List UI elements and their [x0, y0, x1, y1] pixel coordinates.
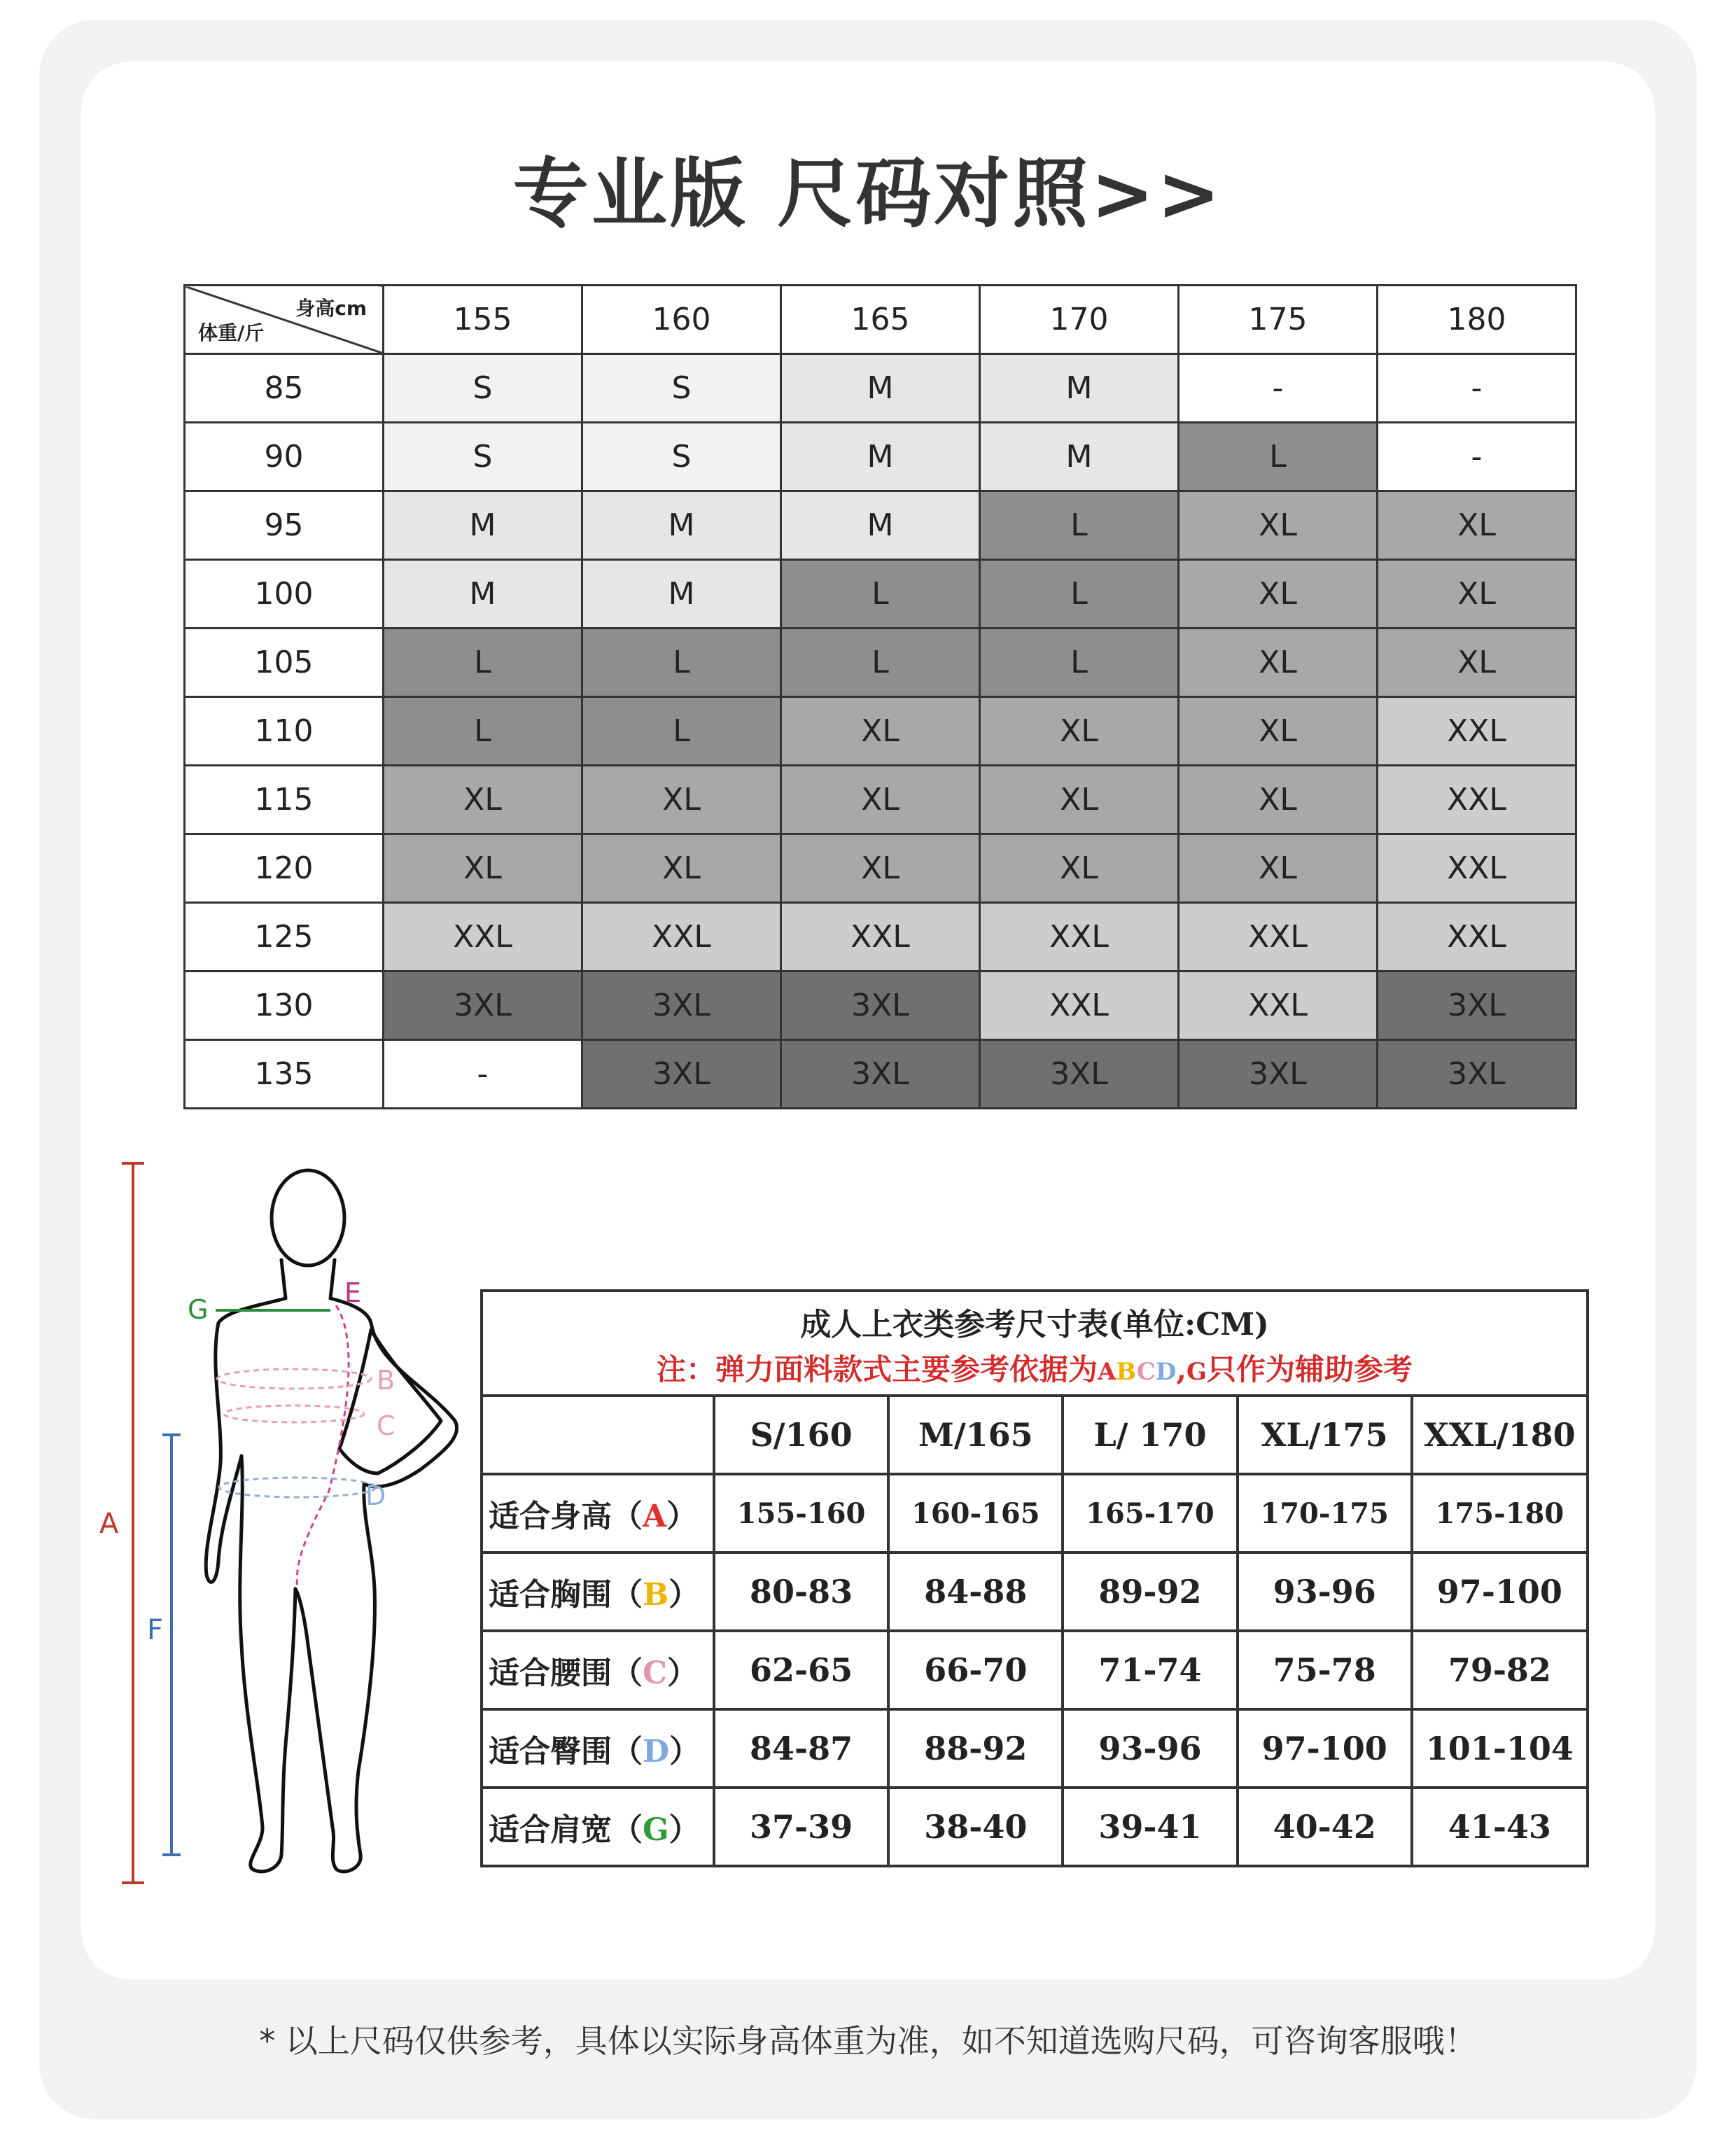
ref-row-label-close: ）: [669, 1734, 701, 1769]
weight-cell: 105: [185, 629, 384, 697]
ref-value-cell: 84-88: [888, 1552, 1063, 1631]
label-c: C: [377, 1410, 396, 1441]
label-g: G: [188, 1294, 209, 1325]
weight-cell: 95: [185, 491, 384, 560]
size-cell: -: [1378, 423, 1576, 491]
size-row: [185, 834, 1576, 903]
ref-row-label: [483, 1631, 714, 1709]
weight-cell: 135: [185, 1040, 384, 1109]
size-row: [185, 972, 1576, 1040]
size-cell: 3XL: [582, 972, 781, 1040]
ref-value-cell: 62-65: [714, 1631, 888, 1709]
ref-row-letter: A: [643, 1499, 667, 1534]
height-header-cell: 175: [1179, 286, 1378, 354]
height-axis-label: 身高cm: [295, 297, 367, 320]
size-chart-table: [183, 284, 1577, 1109]
size-row: [185, 560, 1576, 629]
ref-value-cell: 97-100: [1238, 1709, 1412, 1788]
size-cell: L: [781, 560, 980, 629]
label-e: E: [344, 1277, 362, 1308]
size-cell: L: [1179, 423, 1378, 491]
weight-cell: 90: [185, 423, 384, 491]
note-letter: A: [1098, 1358, 1116, 1386]
size-cell: 3XL: [1378, 972, 1576, 1040]
weight-cell: 125: [185, 903, 384, 972]
size-cell: XXL: [1378, 697, 1576, 766]
size-cell: XL: [1179, 629, 1378, 697]
size-cell: L: [582, 629, 781, 697]
ref-row-letter: D: [643, 1734, 670, 1769]
height-header-cell: 170: [980, 286, 1179, 354]
size-cell: M: [582, 560, 781, 629]
ref-row: [483, 1709, 1586, 1788]
size-cell: L: [781, 629, 980, 697]
label-a: A: [99, 1508, 119, 1540]
size-cell: M: [781, 354, 980, 423]
size-cell: XXL: [1378, 903, 1576, 972]
size-cell: XXL: [781, 903, 980, 972]
ref-row-label-close: ）: [668, 1812, 700, 1848]
size-cell: XL: [384, 834, 582, 903]
size-row: [185, 903, 1576, 972]
size-cell: 3XL: [781, 1040, 980, 1109]
size-cell: -: [1378, 354, 1576, 423]
ref-value-cell: 93-96: [1238, 1552, 1412, 1631]
size-header-row: [185, 286, 1576, 354]
weight-axis-label: 体重/斤: [198, 321, 265, 344]
ref-value-cell: 101-104: [1412, 1709, 1586, 1788]
weight-cell: 120: [185, 834, 384, 903]
size-cell: S: [384, 354, 582, 423]
ref-value-cell: 75-78: [1238, 1631, 1412, 1709]
ref-row-label-text: 适合腰围（: [489, 1655, 643, 1691]
ref-column-header: XXL/180: [1412, 1397, 1586, 1474]
note-prefix: 注：弹力面料款式主要参考依据为: [656, 1352, 1098, 1387]
weight-cell: 115: [185, 766, 384, 834]
size-row: [185, 491, 1576, 560]
weight-cell: 85: [185, 354, 384, 423]
measure-line-f: [162, 1435, 181, 1855]
page-title: 专业版 尺码对照>>: [512, 150, 1224, 238]
size-cell: L: [384, 697, 582, 766]
measure-line-a: [122, 1163, 144, 1883]
size-cell: XL: [980, 766, 1179, 834]
size-cell: -: [384, 1040, 582, 1109]
note-letter: B: [1116, 1358, 1137, 1386]
ref-row-label: [483, 1709, 714, 1788]
size-row: [185, 1040, 1576, 1109]
ref-column-header: L/ 170: [1063, 1397, 1237, 1474]
ref-row-letter: G: [643, 1812, 669, 1848]
size-cell: XL: [781, 766, 980, 834]
size-cell: XL: [781, 697, 980, 766]
size-row: [185, 766, 1576, 834]
height-header-cell: 165: [781, 286, 980, 354]
weight-cell: 100: [185, 560, 384, 629]
size-cell: XXL: [582, 903, 781, 972]
size-cell: L: [582, 697, 781, 766]
size-cell: XL: [781, 834, 980, 903]
body-measurement-figure: [98, 1155, 490, 1897]
ref-header-row: [483, 1397, 1586, 1474]
size-cell: M: [781, 423, 980, 491]
ref-row-label-text: 适合身高（: [489, 1499, 643, 1534]
ref-value-cell: 89-92: [1063, 1552, 1237, 1631]
ref-value-cell: 38-40: [888, 1788, 1063, 1865]
size-cell: XXL: [1179, 903, 1378, 972]
ref-value-cell: 155-160: [714, 1474, 888, 1552]
size-cell: 3XL: [582, 1040, 781, 1109]
size-cell: XL: [980, 697, 1179, 766]
size-cell: XXL: [980, 972, 1179, 1040]
ref-row-letter: B: [643, 1577, 669, 1613]
size-cell: XXL: [1378, 834, 1576, 903]
ref-value-cell: 84-87: [714, 1709, 888, 1788]
size-cell: M: [781, 491, 980, 560]
weight-cell: 130: [185, 972, 384, 1040]
weight-cell: 110: [185, 697, 384, 766]
ref-row-label: [483, 1788, 714, 1865]
reference-table-title: 成人上衣类参考尺寸表(单位:CM): [800, 1307, 1269, 1342]
size-cell: XL: [1179, 834, 1378, 903]
ref-column-header: M/165: [888, 1397, 1063, 1474]
size-cell: 3XL: [980, 1040, 1179, 1109]
ref-row-label-text: 适合肩宽（: [489, 1812, 643, 1848]
size-row: [185, 629, 1576, 697]
height-header-cell: 160: [582, 286, 781, 354]
ref-value-cell: 165-170: [1063, 1474, 1237, 1552]
reference-table-note: [483, 1347, 1586, 1389]
ref-row-label-text: 适合胸围（: [489, 1577, 643, 1613]
size-cell: M: [384, 560, 582, 629]
size-cell: M: [582, 491, 781, 560]
size-cell: XL: [1378, 491, 1576, 560]
size-cell: XL: [582, 766, 781, 834]
size-cell: 3XL: [1179, 1040, 1378, 1109]
reference-table-header: [483, 1292, 1586, 1397]
ref-column-header: XL/175: [1238, 1397, 1412, 1474]
size-cell: M: [384, 491, 582, 560]
ref-row-label-text: 适合臀围（: [489, 1734, 643, 1769]
ref-value-cell: 40-42: [1238, 1788, 1412, 1865]
ref-value-cell: 66-70: [888, 1631, 1063, 1709]
ref-value-cell: 71-74: [1063, 1631, 1237, 1709]
height-header-cell: 180: [1378, 286, 1576, 354]
size-cell: L: [980, 560, 1179, 629]
ref-row-letter: C: [643, 1655, 668, 1691]
footnote: * 以上尺码仅供参考，具体以实际身高体重为准，如不知道选购尺码，可咨询客服哦！: [259, 2022, 1477, 2060]
size-cell: XXL: [1378, 766, 1576, 834]
size-cell: XXL: [384, 903, 582, 972]
size-cell: L: [980, 491, 1179, 560]
ref-value-cell: 97-100: [1412, 1552, 1586, 1631]
label-f: F: [147, 1614, 164, 1646]
size-cell: L: [980, 629, 1179, 697]
ref-header-blank: [483, 1397, 714, 1474]
ref-row-label-close: ）: [668, 1577, 700, 1613]
note-g: G: [1186, 1358, 1207, 1386]
size-cell: XXL: [980, 903, 1179, 972]
label-d: D: [365, 1480, 386, 1511]
size-row: [185, 354, 1576, 423]
ref-value-cell: 88-92: [888, 1709, 1063, 1788]
note-suffix: 只作为辅助参考: [1206, 1352, 1413, 1387]
body-outline: [206, 1170, 456, 1872]
size-cell: XL: [1179, 491, 1378, 560]
ref-row-label-close: ）: [666, 1499, 698, 1534]
ref-row-label: [483, 1474, 714, 1552]
size-row: [185, 423, 1576, 491]
ref-value-cell: 79-82: [1412, 1631, 1586, 1709]
size-cell: -: [1179, 354, 1378, 423]
ref-value-cell: 93-96: [1063, 1709, 1237, 1788]
ref-value-cell: 170-175: [1238, 1474, 1412, 1552]
size-cell: XXL: [1179, 972, 1378, 1040]
size-row: [185, 697, 1576, 766]
note-letter: D: [1155, 1358, 1177, 1386]
ref-row: [483, 1474, 1586, 1552]
size-cell: XL: [1179, 766, 1378, 834]
ref-row: [483, 1788, 1586, 1865]
size-cell: XL: [582, 834, 781, 903]
size-cell: L: [384, 629, 582, 697]
reference-size-table: [480, 1289, 1589, 1867]
ref-value-cell: 41-43: [1412, 1788, 1586, 1865]
note-sep: ,: [1176, 1352, 1186, 1387]
size-cell: M: [980, 354, 1179, 423]
size-cell: XL: [1378, 560, 1576, 629]
ref-row: [483, 1631, 1586, 1709]
ref-value-cell: 175-180: [1412, 1474, 1586, 1552]
size-cell: M: [980, 423, 1179, 491]
size-cell: XL: [1179, 560, 1378, 629]
size-cell: XL: [980, 834, 1179, 903]
ref-value-cell: 37-39: [714, 1788, 888, 1865]
note-letter: C: [1136, 1358, 1156, 1386]
ref-row-label-close: ）: [667, 1655, 699, 1691]
ref-value-cell: 80-83: [714, 1552, 888, 1631]
ref-column-header: S/160: [714, 1397, 888, 1474]
height-header-cell: 155: [384, 286, 582, 354]
ref-row: [483, 1552, 1586, 1631]
corner-cell: [185, 286, 384, 354]
size-cell: S: [582, 354, 781, 423]
size-cell: 3XL: [781, 972, 980, 1040]
size-cell: 3XL: [1378, 1040, 1576, 1109]
size-cell: S: [384, 423, 582, 491]
label-b: B: [377, 1365, 396, 1396]
size-cell: S: [582, 423, 781, 491]
ref-value-cell: 160-165: [888, 1474, 1063, 1552]
size-cell: XL: [1378, 629, 1576, 697]
ref-row-label: [483, 1552, 714, 1631]
note-letters: [1098, 1358, 1176, 1386]
size-cell: XL: [384, 766, 582, 834]
size-cell: XL: [1179, 697, 1378, 766]
ref-value-cell: 39-41: [1063, 1788, 1237, 1865]
size-cell: 3XL: [384, 972, 582, 1040]
